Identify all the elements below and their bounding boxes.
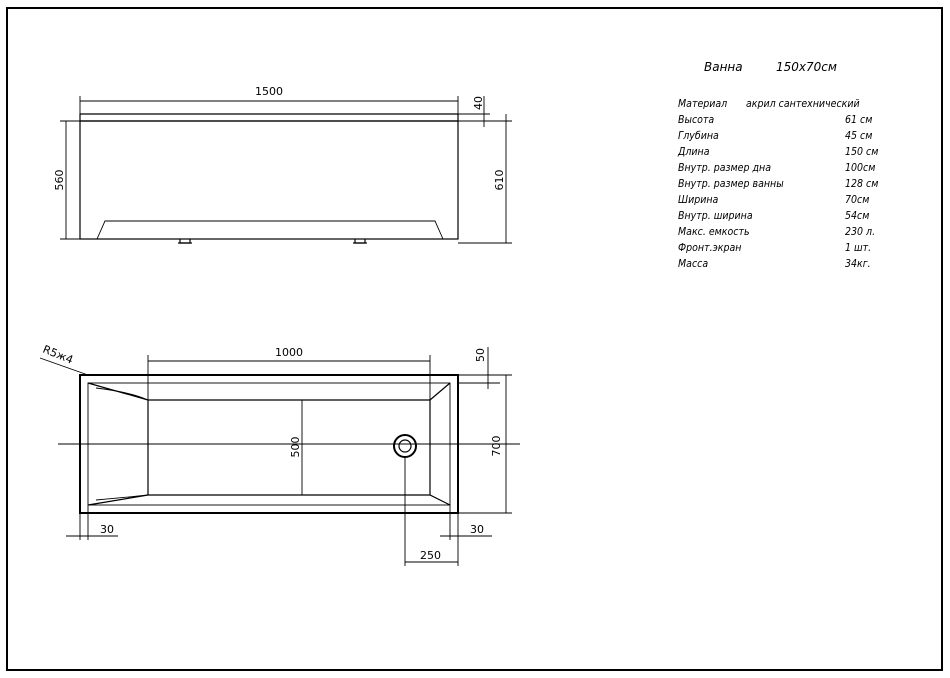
spec-value: 150 см <box>845 146 879 158</box>
spec-label: Длина <box>678 146 710 158</box>
spec-value: 34кг. <box>845 258 871 270</box>
dim-drain-offset: 250 <box>420 549 441 562</box>
dim-height-left: 560 <box>53 169 66 191</box>
dim-inner-width: 500 <box>289 436 302 458</box>
spec-label: Макс. емкость <box>678 226 750 238</box>
spec-value: 128 см <box>845 178 879 190</box>
dim-inner-length: 1000 <box>275 346 303 359</box>
spec-label: Внутр. ширина <box>678 210 753 222</box>
top-view-bowl-bottom <box>88 495 450 505</box>
spec-label: Глубина <box>678 130 719 142</box>
spec-value: 61 см <box>845 114 873 126</box>
spec-value: 1 шт. <box>845 242 872 254</box>
dim-height-right: 610 <box>493 169 506 191</box>
spec-label: Фронт.экран <box>678 242 742 254</box>
spec-label: Внутр. размер ванны <box>678 178 784 190</box>
spec-title-name: Ванна <box>704 60 743 74</box>
spec-label: Материал <box>678 98 728 110</box>
spec-label: Ширина <box>678 194 719 206</box>
spec-value: 230 л. <box>845 226 876 238</box>
dim-rim: 40 <box>472 96 485 110</box>
dim-right-wall: 30 <box>470 523 484 536</box>
spec-label: Масса <box>678 258 709 270</box>
dim-top-offset: 50 <box>474 348 487 362</box>
spec-title-size: 150x70см <box>776 60 837 74</box>
top-view <box>40 343 520 566</box>
spec-value: акрил сантехнический <box>746 98 860 110</box>
dim-left-wall: 30 <box>100 523 114 536</box>
spec-table <box>677 60 878 270</box>
drain-icon <box>394 435 416 457</box>
front-view-rim <box>80 114 458 121</box>
spec-value: 70см <box>845 194 870 206</box>
spec-value: 54см <box>845 210 870 222</box>
front-view-base <box>97 221 443 239</box>
dim-length: 1500 <box>255 85 283 98</box>
dim-width: 700 <box>490 435 503 457</box>
spec-value: 100см <box>845 162 876 174</box>
spec-label: Внутр. размер дна <box>678 162 771 174</box>
spec-label: Высота <box>678 114 715 126</box>
spec-value: 45 см <box>845 130 873 142</box>
dim-radius-note: R5ж4 <box>40 342 76 367</box>
front-view <box>53 85 512 243</box>
